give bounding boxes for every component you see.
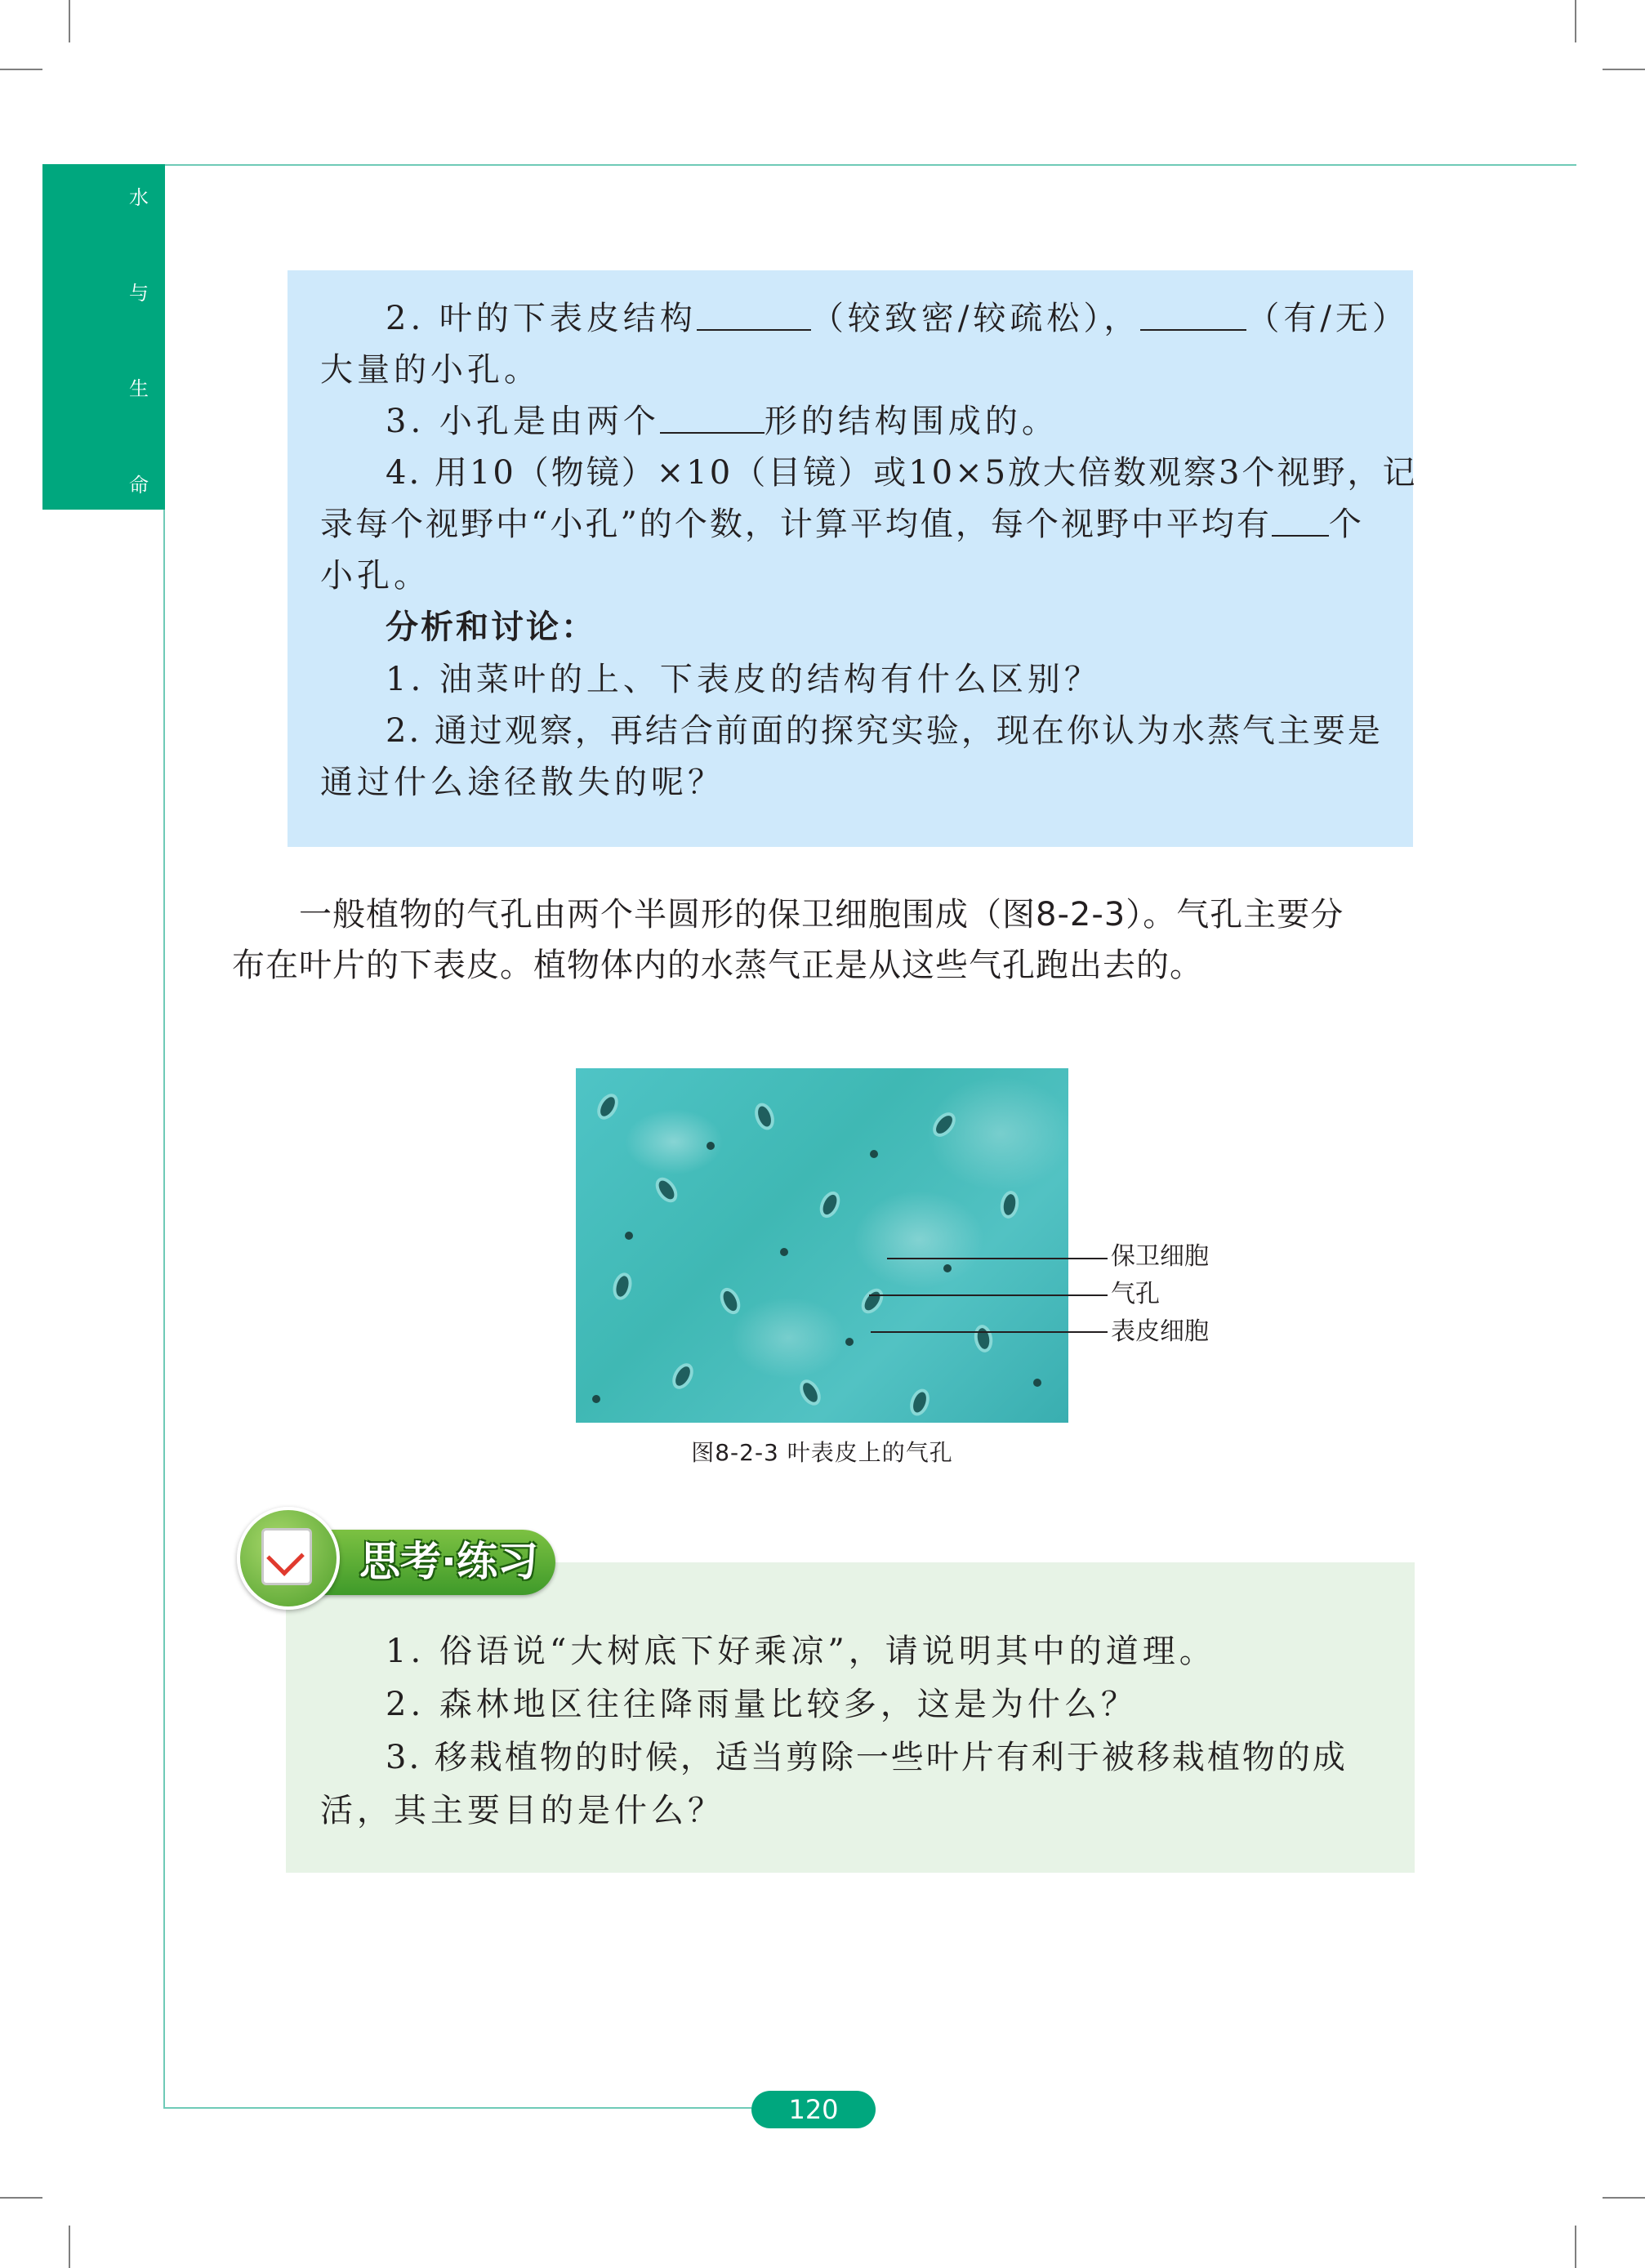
activity-text: （较致密/较疏松），: [810, 300, 1141, 337]
answer-blank: [1272, 502, 1329, 537]
answer-blank: [660, 399, 765, 434]
chapter-char: 与: [129, 282, 149, 305]
activity-text: 3. 小孔是由两个: [386, 403, 660, 440]
activity-line: [386, 399, 1059, 444]
activity-line: 通过什么途径散失的呢？: [320, 764, 724, 801]
chapter-char: 命: [129, 474, 149, 497]
page-number: 120: [751, 2091, 876, 2128]
leader-line: [887, 1258, 1108, 1259]
body-text-line: 布在叶片的下表皮。植物体内的水蒸气正是从这些气孔跑出去的。: [232, 947, 1203, 984]
stoma-cell: [998, 1189, 1021, 1219]
frame-bottom-rule: [163, 2107, 751, 2109]
stoma-cell: [716, 1285, 744, 1317]
crop-mark: [69, 0, 70, 42]
chapter-char: 生: [129, 377, 149, 400]
label-epidermal-cell: 表皮细胞: [1111, 1317, 1209, 1346]
stoma-cell: [751, 1100, 778, 1132]
answer-blank: [697, 296, 811, 331]
nucleus: [707, 1142, 715, 1150]
chapter-char: 水: [129, 186, 149, 209]
frame-top-rule: [163, 164, 1576, 166]
crop-mark: [0, 2197, 42, 2199]
exercise-line: 1. 俗语说“大树底下好乘凉”，请说明其中的道理。: [386, 1633, 1216, 1670]
stoma-cell: [610, 1271, 635, 1303]
stoma-cell: [796, 1376, 825, 1409]
activity-text: 录每个视野中“小孔”的个数，计算平均值，每个视野中平均有: [320, 506, 1272, 543]
crop-mark: [1603, 2197, 1645, 2199]
crop-mark: [1575, 2226, 1576, 2268]
activity-line: 小孔。: [320, 557, 430, 595]
stoma-cell: [593, 1090, 622, 1123]
crop-mark: [1575, 0, 1576, 42]
activity-line: 1. 油菜叶的上、下表皮的结构有什么区别？: [386, 661, 1101, 698]
chapter-side-tab: [42, 164, 165, 510]
crop-mark: [69, 2226, 70, 2268]
exercise-badge: [237, 1507, 564, 1610]
activity-line: [386, 296, 1409, 341]
stoma-cell: [668, 1360, 698, 1392]
activity-text: 形的结构围成的。: [764, 403, 1059, 440]
crop-mark: [0, 69, 42, 70]
nucleus: [1033, 1379, 1041, 1387]
nucleus: [845, 1338, 854, 1346]
body-text-line: 一般植物的气孔由两个半圆形的保卫细胞围成（图8-2-3）。气孔主要分: [299, 896, 1344, 933]
label-guard-cell: 保卫细胞: [1111, 1242, 1209, 1271]
stoma-cell: [907, 1386, 933, 1418]
label-stoma: 气孔: [1111, 1280, 1160, 1308]
analysis-heading: 分析和讨论：: [386, 608, 596, 646]
activity-line: 大量的小孔。: [320, 351, 541, 389]
figure-caption: 图8-2-3 叶表皮上的气孔: [691, 1439, 953, 1466]
nucleus: [780, 1248, 788, 1256]
nucleus: [592, 1395, 600, 1403]
stoma-cell: [816, 1188, 844, 1221]
leader-line: [871, 1331, 1108, 1333]
crop-mark: [1603, 69, 1645, 70]
exercise-line: 活，其主要目的是什么？: [320, 1792, 724, 1829]
stoma-cell: [651, 1174, 682, 1206]
activity-text: 个: [1328, 506, 1364, 543]
exercise-title: 思考·练习: [359, 1538, 538, 1585]
activity-line: [320, 501, 1364, 547]
nucleus: [870, 1150, 878, 1158]
activity-text: 2. 叶的下表皮结构: [386, 300, 697, 337]
leader-line: [869, 1294, 1108, 1296]
exercise-line: 2. 森林地区往往降雨量比较多，这是为什么？: [386, 1686, 1138, 1723]
activity-text: （有/无）: [1246, 300, 1409, 337]
stoma-cell: [972, 1323, 995, 1353]
stoma-cell: [929, 1108, 961, 1141]
nucleus: [943, 1264, 952, 1272]
activity-line: 4. 用10（物镜）×10（目镜）或10×5放大倍数观察3个视野，记: [386, 454, 1418, 492]
activity-line: 2. 通过观察，再结合前面的探究实验，现在你认为水蒸气主要是: [386, 712, 1383, 750]
stomata-micrograph: [576, 1068, 1068, 1423]
nucleus: [625, 1232, 633, 1240]
exercise-line: 3. 移栽植物的时候，适当剪除一些叶片有利于被移栽植物的成: [386, 1739, 1348, 1776]
answer-blank: [1140, 296, 1246, 331]
stoma-cell: [857, 1285, 888, 1317]
